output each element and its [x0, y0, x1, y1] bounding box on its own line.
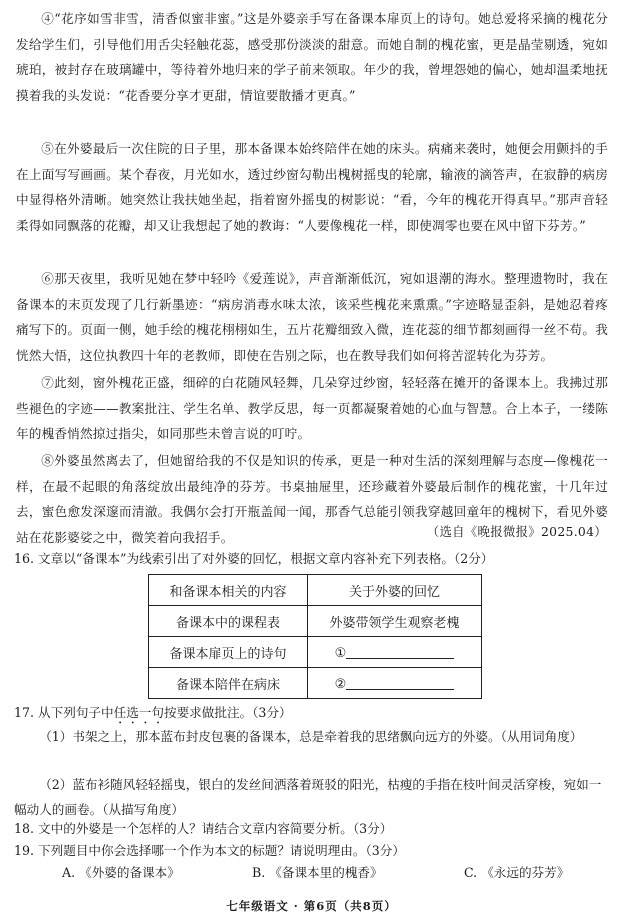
- paragraph-6: ⑥那天夜里，我听见她在梦中轻吟《爱莲说》，声音渐渐低沉，宛如退潮的海水。整理遗物时，我在备课本的末页发现了几行新墨迹：“病房消毒水味太浓，该采些槐花来熏熏。”字迹略显歪斜，是她忍着疼痛写下的。页面一侧，她手绘的槐花栩栩如生，五片花瓣细致入微，连花蕊的细节都刻画得一丝不苟。我恍然大悟，这位执教四十年的老教师，即使在告别之际，也在教导我们如何将苦涩转化为芬芳。: [16, 271, 608, 363]
- table-header-row: [149, 575, 482, 606]
- paragraph-7: ⑦此刻，窗外槐花正盛，细碎的白花随风轻舞，几朵穿过纱窗，轻轻落在摊开的备课本上。我拂过那些褪色的字迹——教案批注、学生名单、教学反思，每一页都凝聚着她的心血与智慧。合上本子，一缕陈年的槐香悄然掠过指尖，如同那些未曾言说的叮咛。: [16, 375, 608, 442]
- paragraph-5: ⑤在外婆最后一次住院的日子里，那本备课本始终陪伴在她的床头。病痛来袭时，她便会用颤抖的手在上面写写画画。某个春夜，月光如水，透过纱窗勾勒出槐树摇曳的轮廓，输液的滴答声，在寂静的病房中显得格外清晰。她突然让我扶她坐起，指着窗外摇曳的树影说：“看，今年的槐花开得真早。”那声音轻柔得如同飘落的花瓣，却又让我想起了她的教诲：“人要像槐花一样，即使凋零也要在风中留下芬芳。”: [16, 141, 608, 233]
- source-citation: （选自《晚报微报》2025.04）: [426, 524, 607, 539]
- table-cell: 外婆带领学生观察老槐: [308, 606, 482, 637]
- answer-blank[interactable]: [346, 644, 454, 659]
- answer-blank[interactable]: [346, 675, 454, 690]
- memo-table: [148, 574, 482, 699]
- paragraph-4: ④“花序如雪非雪，清香似蜜非蜜。”这是外婆亲手写在备课本扉页上的诗句。她总爱将采摘的槐花分发给学生们，引导他们用舌尖轻触花蕊，感受那份淡淡的甜意。而她自制的槐花蜜，更是晶莹剔透，宛如琥珀，被封存在玻璃罐中，等待着外地归来的学子前来领取。年少的我，曾埋怨她的偏心，她却温柔地抚摸着我的头发说：“花香要分享才更甜，情谊要散播才更真。”: [16, 11, 608, 103]
- table-cell: 备课本中的课程表: [149, 606, 308, 637]
- option-a[interactable]: A. 《外婆的备课本》: [62, 865, 180, 880]
- table-header-cell: 和备课本相关的内容: [149, 575, 308, 606]
- blank-number: ②: [334, 676, 347, 692]
- question-17-item-2: （2）蓝布衫随风轻轻摇曳，银白的发丝间洒落着斑驳的阳光，枯瘦的手指在枝叶间灵活穿梭，宛如一幅动人的画卷。（从描写角度）: [14, 777, 602, 817]
- question-17-item-1: （1）书架之上，那本蓝布封皮包裹的备课本，总是牵着我的思绪飘向远方的外婆。（从用词角度）: [39, 729, 583, 744]
- question-17-pre: 17. 从下列句子中: [14, 705, 114, 720]
- table-row: [149, 637, 482, 668]
- option-b[interactable]: B. 《备课本里的槐香》: [252, 865, 383, 880]
- blank-number: ①: [334, 645, 347, 661]
- table-row: [149, 668, 482, 699]
- table-row: [149, 606, 482, 637]
- table-header-cell: 关于外婆的回忆: [308, 575, 482, 606]
- question-16: 16. 文章以“备课本”为线索引出了对外婆的回忆，根据文章内容补充下列表格。（2分）: [14, 551, 494, 566]
- question-19: 19. 下列题目中你会选择哪一个作为本文的标题？请说明理由。（3分）: [14, 843, 405, 858]
- question-18: 18. 文中的外婆是一个怎样的人？请结合文章内容简要分析。（3分）: [14, 821, 393, 836]
- question-17-post: 按要求做批注。（3分）: [163, 705, 292, 720]
- question-19-options: [62, 862, 622, 881]
- table-cell: 备课本扉页上的诗句: [149, 637, 308, 668]
- answer-cell-2[interactable]: [308, 668, 482, 699]
- page-footer: 七年级语文 · 第6页（共8页）: [226, 899, 397, 913]
- answer-cell-1[interactable]: [308, 637, 482, 668]
- option-c[interactable]: C. 《永远的芬芳》: [464, 865, 570, 880]
- table-cell: 备课本陪伴在病床: [149, 668, 308, 699]
- emphasis-text: 任选一句: [113, 705, 164, 720]
- paragraph-8: ⑧外婆虽然离去了，但她留给我的不仅是知识的传承，更是一种对生活的深刻理解与态度—像槐花一样，在最不起眼的角落绽放出最纯净的芬芳。书桌抽屉里，还珍藏着外婆最后制作的槐花蜜，十几年过去，蜜色愈发深邃而清澈。我偶尔会打开瓶盖闻一闻，那香气总能引领我穿越回童年的槐树下，看见外婆站在花影婆娑之中，微笑着向我招手。: [16, 453, 608, 545]
